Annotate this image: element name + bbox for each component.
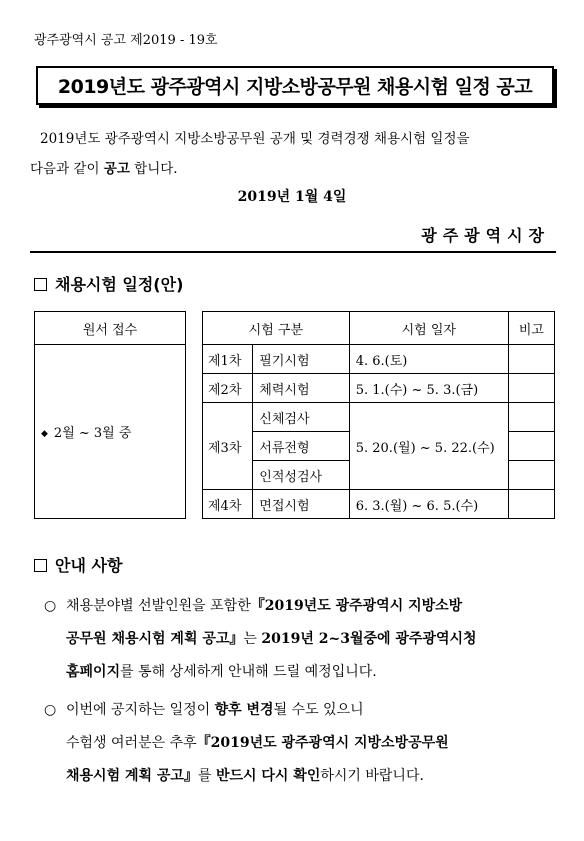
intro-line-1-text: 2019년도 광주광역시 지방소방공무원 공개 및 경력경쟁 채용시험 일정을 (40, 131, 470, 147)
bullet2-line3-bold-2: 반드시 다시 확인 (215, 768, 321, 784)
application-period-cell (35, 345, 186, 519)
bullet2-line1-text: 이번에 공지하는 일정이 (66, 702, 215, 718)
diamond-icon: ◆ (41, 429, 48, 439)
application-header: 원서 접수 (35, 312, 186, 345)
type-cell: 인적성검사 (253, 461, 349, 490)
bullet1-line3-bold: 홈페이지 (66, 664, 121, 680)
stage-cell: 제4차 (203, 490, 253, 519)
type-cell: 필기시험 (253, 345, 349, 374)
header-date: 시험 일자 (349, 312, 508, 345)
bullet1-line2-bold: 공무원 채용시험 계획 공고』 (66, 631, 244, 647)
issuer-name: 광주광역시장 (421, 226, 550, 245)
bullet1-line1-text: 채용분야별 선발인원을 포함한 (66, 598, 251, 614)
type-cell: 서류전형 (253, 432, 349, 461)
info-bullet-2 (44, 694, 559, 793)
bullet1-line1-bold: 『2019년도 광주광역시 지방소방 (250, 598, 463, 614)
bullet2-line3-text: 를 (197, 768, 216, 784)
type-cell: 신체검사 (253, 403, 349, 432)
bullet2-line3-bold: 채용시험 계획 공고』 (66, 768, 198, 784)
hollow-square-icon (34, 278, 47, 291)
note-cell (508, 432, 554, 461)
bullet2-line1-bold: 향후 변경 (214, 702, 274, 718)
header-note: 비고 (508, 312, 554, 345)
schedule-heading-text: 채용시험 일정(안) (55, 275, 184, 294)
intro-paragraph (30, 124, 558, 184)
intro-bold-text: 공고 (103, 161, 130, 177)
type-cell: 면접시험 (253, 490, 349, 519)
info-section-heading (34, 553, 122, 576)
application-period: 2월 ~ 3월 중 (53, 426, 132, 441)
info-bullet-1 (44, 590, 559, 689)
note-cell (508, 374, 554, 403)
bullet2-line3-end: 하시기 바랍니다. (320, 768, 424, 784)
date-cell: 5. 1.(수) ~ 5. 3.(금) (349, 374, 508, 403)
intro-line-2 (30, 154, 558, 184)
type-cell: 체력시험 (253, 374, 349, 403)
bullet2-line1-end: 될 수도 있으니 (273, 702, 364, 718)
bullet1-line3-text: 를 통해 상세하게 안내해 드릴 예정입니다. (120, 664, 377, 680)
header-stage: 시험 구분 (203, 312, 350, 345)
table-row (203, 345, 555, 374)
notice-date: 2019년 1월 4일 (237, 189, 347, 205)
date-cell: 5. 20.(월) ~ 5. 22.(수) (349, 403, 508, 490)
exam-schedule-table (202, 311, 555, 519)
intro-line-1 (30, 124, 558, 154)
application-table (34, 311, 186, 519)
table-row (203, 403, 555, 432)
note-cell (508, 403, 554, 432)
table-row (203, 490, 555, 519)
bullet1-line2-bold-2: 2019년 2~3월중에 광주광역시청 (261, 631, 477, 647)
hollow-circle-icon: ○ (44, 598, 57, 614)
hollow-circle-icon: ○ (44, 702, 57, 718)
bullet2-line2-bold: 『2019년도 광주광역시 지방소방공무원 (196, 735, 449, 751)
divider-line (30, 251, 556, 253)
intro-line-2-end: 합니다. (129, 161, 178, 177)
page-title: 2019년도 광주광역시 지방소방공무원 채용시험 일정 공고 (36, 66, 554, 105)
table-row (203, 374, 555, 403)
date-cell: 6. 3.(월) ~ 6. 5.(수) (349, 490, 508, 519)
schedule-section-heading (34, 272, 183, 295)
hollow-square-icon (34, 559, 47, 572)
notice-number: 광주광역시 공고 제2019 - 19호 (34, 33, 218, 48)
stage-cell: 제2차 (203, 374, 253, 403)
note-cell (508, 461, 554, 490)
stage-cell: 제3차 (203, 403, 253, 490)
date-cell: 4. 6.(토) (349, 345, 508, 374)
bullet2-line2-text: 수험생 여러분은 추후 (66, 735, 197, 751)
note-cell (508, 345, 554, 374)
intro-line-2-text: 다음과 같이 (30, 161, 104, 177)
note-cell (508, 490, 554, 519)
stage-cell: 제1차 (203, 345, 253, 374)
bullet1-line2-text: 는 (243, 631, 262, 647)
info-heading-text: 안내 사항 (55, 556, 123, 575)
